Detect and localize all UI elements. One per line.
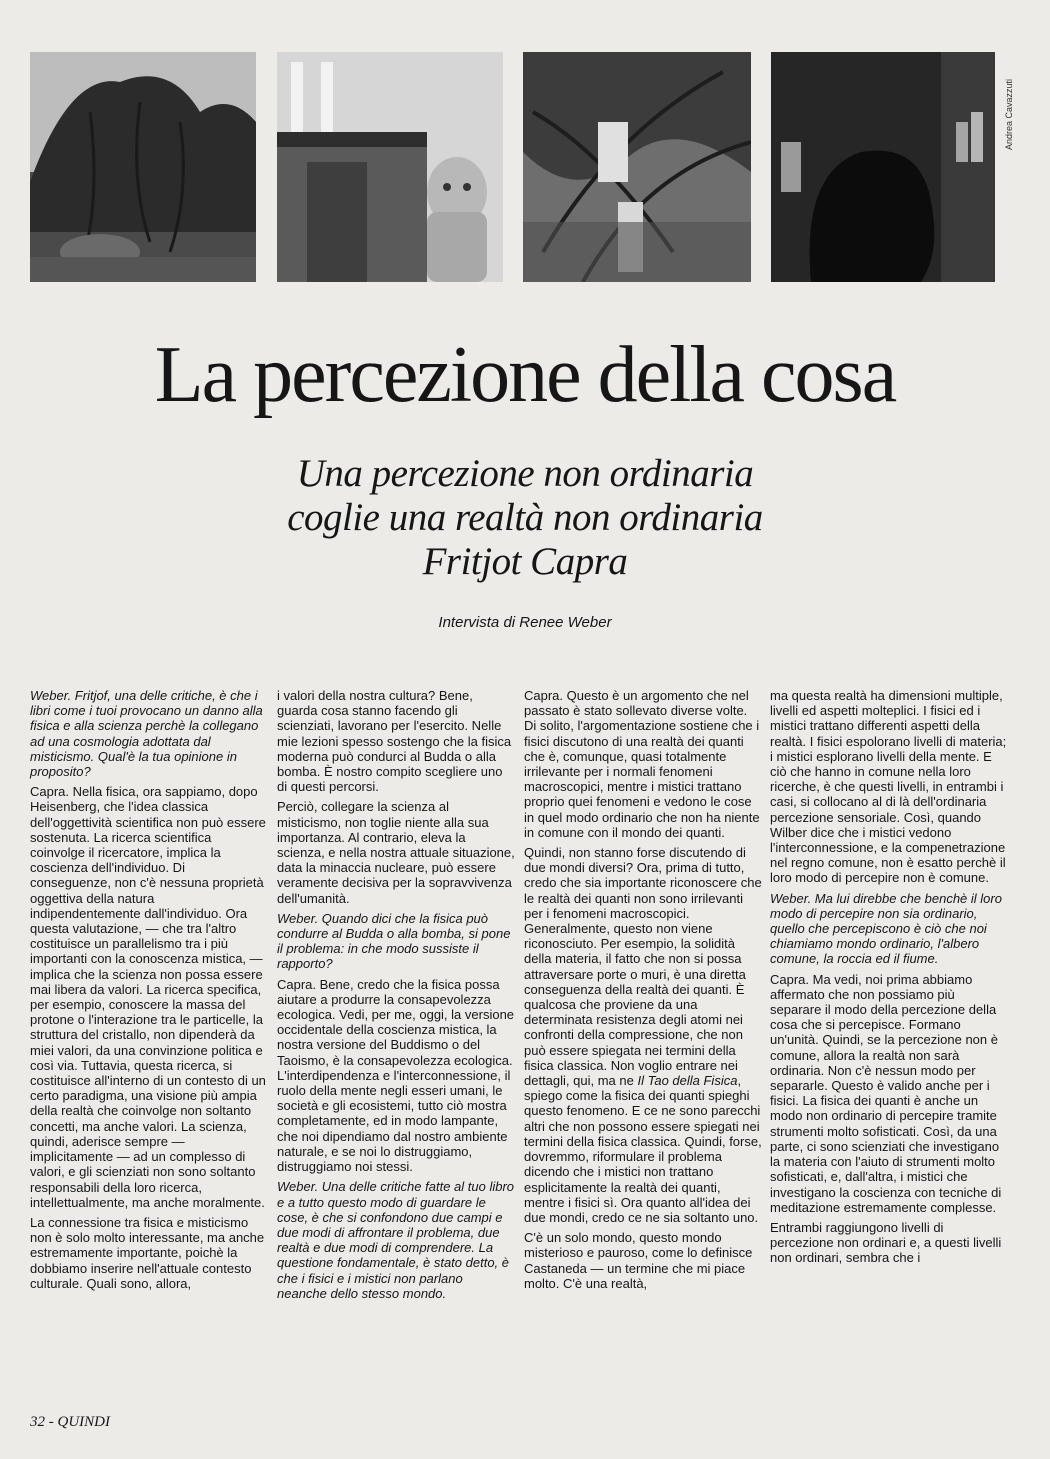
subtitle-line-2: coglie una realtà non ordinaria [287,496,763,539]
answer-paragraph: Capra. Ma vedi, noi prima abbiamo affermato che non possiamo più separare il modo della percezione della cosa che si percepisce. Formano un'unità. Quindi, se la percezione non è comune, allora la realtà non sarà ordinaria. Non c'è nessun modo per separarle. Questo è valido anche per i fisici. La fisica dei quanti è anche un modo non ordinario di percepire tramite strumenti molto sofisticati. Così, da una parte, ci sono scienziati che investigano la materia con l'aiuto di strumenti molto sofisticati, e, dall'altra, i mistici che investigano la coscienza con tecniche di meditazione estremamente complesse. [770,971,1002,1215]
photo-shadow-figure [771,52,995,282]
question-paragraph: Weber. Quando dici che la fisica può condurre al Budda o alla bomba, si pone il problema: in che modo sussiste il rapporto? [277,910,511,972]
article-subtitle [0,452,1050,584]
photo-people-among-branches [523,52,751,282]
body-paragraph: C'è un solo mondo, questo mondo misterioso e pauroso, come lo definisce Castaneda — un termine che mi piace molto. C'è una realtà, [524,1230,753,1291]
body-paragraph: Perciò, collegare la scienza al misticismo, non toglie niente alla sua importanza. Al contrario, eleva la scienza, e nella nostra attuale situazione, data la minaccia nucleare, può essere veramente decisiva per la sopravvivenza dell'umanità. [277,799,515,906]
answer-paragraph: Capra. Nella fisica, ora sappiamo, dopo Heisenberg, che l'idea classica dell'oggettività scientifica non può essere sostenuta. La ricerca scientifica coinvolge il ricercatore, implica la coscienza dell'individuo. Di conseguenze, non c'è nessuna proprietà oggettiva della natura indipendentemente dall'individuo. Ora questa valutazione, — che tra l'altro costituisce un parallelismo tra i più importanti con la conoscenza mistica, — implica che la scienza non possa essere mai libera da valori. La ricerca specifica, per esempio, conoscere la massa del protone o l'interazione tra le particelle, la struttura del cristallo, non dipenderà da miei valori, da una convinzione politica e così via. Tuttavia, questa ricerca, si costituisce all'interno di un contesto di un certo paradigma, una visione più ampia della realtà che coinvolge non soltanto concetti, ma anche valori. La scienza, quindi, aderisce sempre — implicitamente — ad un complesso di valori, e gli scienziati non sono soltanto responsabili della loro ricerca, intellettualmente, ma anche moralmente. [30,784,266,1210]
body-paragraph [524,845,762,1225]
byline: Intervista di Renee Weber [438,614,612,631]
book-title: Il Tao della Fisica [637,1073,738,1089]
text-column-1 [30,688,268,1296]
answer-paragraph: Capra. Bene, credo che la fisica possa aiutare a produrre la consapevolezza ecologica. Vedi, per me, oggi, la versione occidentale della coscienza mistica, la nostra versione del Buddismo o del Taoismo, è la consapevolezza ecologica. L'interdipendenza e l'interconnessione, il ruolo della mente negli esseri umani, le società e gli ecosistemi, tutto ciò mostra completamente, ed in modo lampante, che noi dipendiamo dal nostro ambiente naturale, e se noi lo distruggiamo, distruggiamo noi stessi. [277,976,515,1175]
text-column-3 [524,688,762,1296]
text-column-2 [277,688,515,1306]
page-folio: 32 - QUINDI [30,1414,110,1430]
answer-paragraph: Capra. Questo è un argomento che nel passato è stato sollevato diverse volte. Di solito, l'argomentazione sostiene che i fisici discutono di una realtà dei quanti che è, comunque, quasi totalmente irrilevante per i normali fenomeni macroscopici, mentre i mistici trattano proprio quei fenomeni e vedono le cose in quel modo ordinario che non ha niente in comune con il mondo dei quanti. [524,688,760,840]
question-paragraph: Weber. Fritjof, una delle critiche, è che i libri come i tuoi provocano un danno alla fisica e alla scienza perchè la collegano ad una cosmologia adottata dal misticismo. Qual'è la tua opinione in proposito? [30,688,263,780]
subtitle-line-1: Una percezione non ordinaria [296,452,754,495]
text-column-4 [770,688,1008,1271]
photo-stone-dog-statue [277,52,503,282]
body-text: , spiego come la fisica dei quanti spieghi questo fenomeno. E ce ne sono parecchi altri che non possono essere spiegati nei termini della fisica classica. Quindi, forse, dovremmo, riformulare il problema dicendo che i mistici non trattano esplicitamente la realtà dei quanti, mentre i fisici sì. Ora quanto all'idea dei due mondi, credo ce ne sia soltanto uno. [524,1073,762,1225]
question-paragraph: Weber. Una delle critiche fatte al tuo libro e a tutto questo modo di guardare le cose, è che si confondono due campi e due modi di affrontare il problema, due realtà e due modi di comprendere. La questione fondamentale, è stato detto, è che i fisici e i mistici non parlano neanche dello stesso mondo. [277,1179,515,1301]
photo-credit: Andrea Cavazzuti [1004,78,1014,150]
question-paragraph: Weber. Ma lui direbbe che benchè il loro modo di percepire non sia ordinario, quello che percepiscono è ciò che noi chiamiamo mondo ordinario, l'albero comune, la roccia ed il fiume. [770,890,1002,967]
subtitle-line-3: Fritjot Capra [422,540,628,583]
body-text: Quindi, non stanno forse discutendo di due mondi diversi? Ora, prima di tutto, credo che sia importante riconoscere che le realtà dei quanti non sono irrilevanti per i fenomeni macroscopici. Generalmente, questo non viene riconosciuto. Per esempio, la solidità della materia, il fatto che non si possa attraversare porte o muri, è una diretta conseguenza della realtà dei quanti. È qualcosa che proviene da una determinata resistenza degli atomi nei confronti della compressione, che non può essere spiegata nei termini della fisica classica. Non voglio entrare nei dettagli, qui, ma ne [524,845,762,1089]
photo-willow-tree [30,52,256,282]
article-title: La percezione della cosa [154,331,896,419]
body-paragraph: ma questa realtà ha dimensioni multiple, livelli ed aspetti molteplici. I fisici ed i mistici trattano differenti aspetti della realtà. I fisici espolorano livelli di materia; i mistici esplorano livelli della mente. E ciò che hanno in comune nella loro ricerche, è che questi livelli, in entrambi i casi, si collocano al di là dell'ordinaria percezione sensoriale. Così, quando Wilber dice che i mistici vedono l'interconnessione, e la compenetrazione nel regno comune, non è esatto perchè il loro modo di percepire non è comune. [770,688,1007,886]
body-paragraph: La connessione tra fisica e misticismo non è solo molto interessante, ma anche estremamente importante, poichè la dobbiamo inserire nell'attuale contesto culturale. Quali sono, allora, [30,1214,265,1291]
body-paragraph: i valori della nostra cultura? Bene, guarda cosa stanno facendo gli scienziati, lavorano per l'esercito. Nelle mie lezioni spesso sostengo che la fisica moderna può condurci al Budda o alla bomba. È nostro compito scegliere uno di questi percorsi. [277,688,512,795]
body-paragraph: Entrambi raggiungono livelli di percezione non ordinari e, a questi livelli non ordinari, sembra che i [770,1219,1002,1266]
